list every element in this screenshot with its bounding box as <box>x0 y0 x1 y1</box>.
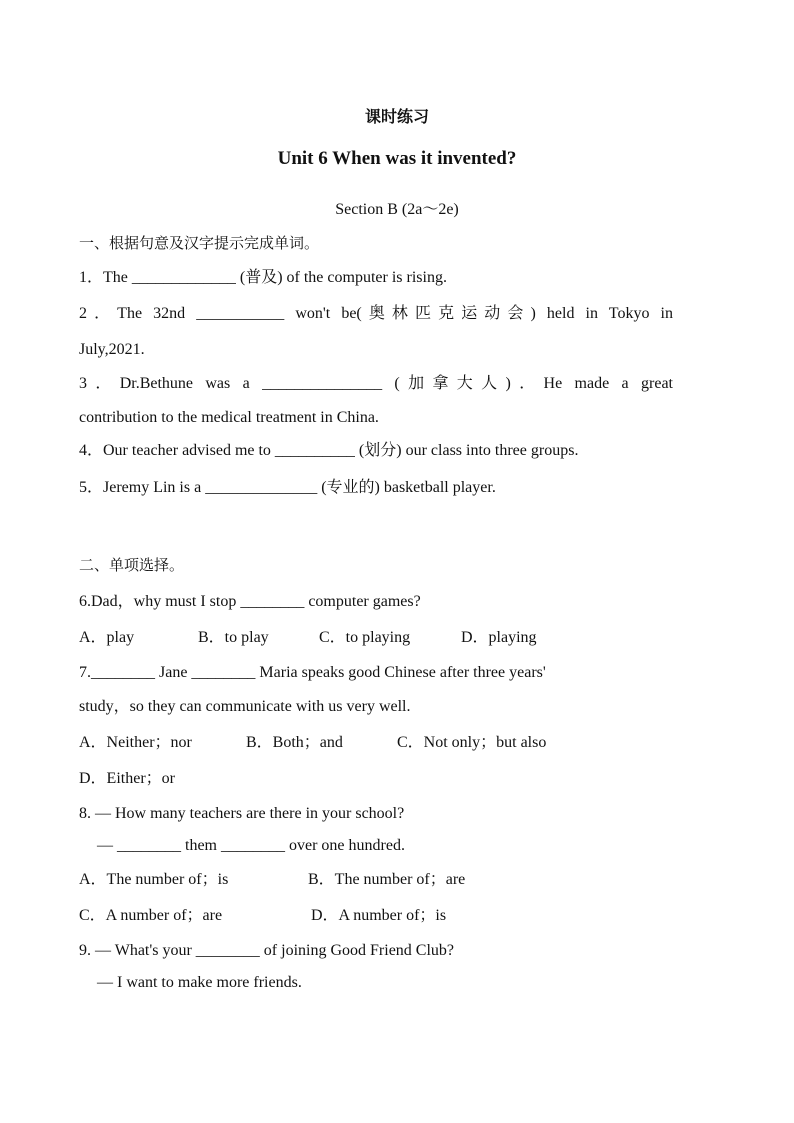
question-8-options-row-1 <box>79 870 673 890</box>
unit-title: Unit 6 When was it invented? <box>277 148 517 169</box>
section-label: Section B (2a～2e) <box>335 201 459 218</box>
question-6: 6.Dad，why must I stop ________ computer games? <box>79 593 421 610</box>
option-c: C．Not only；but also <box>397 734 547 751</box>
option-a: A．play <box>79 629 135 646</box>
question-7-option-d: D．Either；or <box>79 770 175 787</box>
part1-heading: 一、根据句意及汉字提示完成单词。 <box>79 234 320 252</box>
question-3-line-2: contribution to the medical treatment in China. <box>79 409 379 426</box>
question-5: 5．Jeremy Lin is a ______________ (专业的) basketball player. <box>79 479 496 496</box>
question-4: 4．Our teacher advised me to __________ (划分) our class into three groups. <box>79 442 579 459</box>
question-8-line-1: 8. — How many teachers are there in your school? <box>79 805 405 822</box>
option-d: D．playing <box>461 629 537 646</box>
option-c: C．to playing <box>319 629 411 646</box>
option-d: D．A number of；is <box>311 907 447 924</box>
question-2-line-1: 2．The 32nd ___________ won't be(奥林匹克运动会) held in Tokyo in <box>79 305 673 322</box>
question-7-line-1: 7.________ Jane ________ Maria speaks good Chinese after three years' <box>79 664 546 681</box>
question-2-line-2: July,2021. <box>79 341 145 358</box>
option-a: A．Neither；nor <box>79 734 192 751</box>
question-9-line-1: 9. — What's your ________ of joining Good Friend Club? <box>79 942 455 959</box>
question-9-line-2: — I want to make more friends. <box>97 974 302 991</box>
option-a: A．The number of；is <box>79 871 229 888</box>
question-8-options-row-2 <box>79 906 673 926</box>
question-1: 1．The _____________ (普及) of the computer is rising. <box>79 269 447 286</box>
question-7-line-2: study，so they can communicate with us very well. <box>79 698 411 715</box>
option-b: B．to play <box>198 629 269 646</box>
question-8-line-2: — ________ them ________ over one hundred. <box>97 837 405 854</box>
option-b: B．The number of；are <box>308 871 466 888</box>
part2-heading: 二、单项选择。 <box>79 556 185 574</box>
page-category: 课时练习 <box>364 109 429 126</box>
option-b: B．Both；and <box>246 734 343 751</box>
option-c: C．A number of；are <box>79 907 223 924</box>
question-6-options <box>79 628 673 648</box>
question-3-line-1: 3．Dr.Bethune was a _______________ (加拿大人)．He made a great <box>79 375 673 392</box>
question-7-options <box>79 733 673 753</box>
